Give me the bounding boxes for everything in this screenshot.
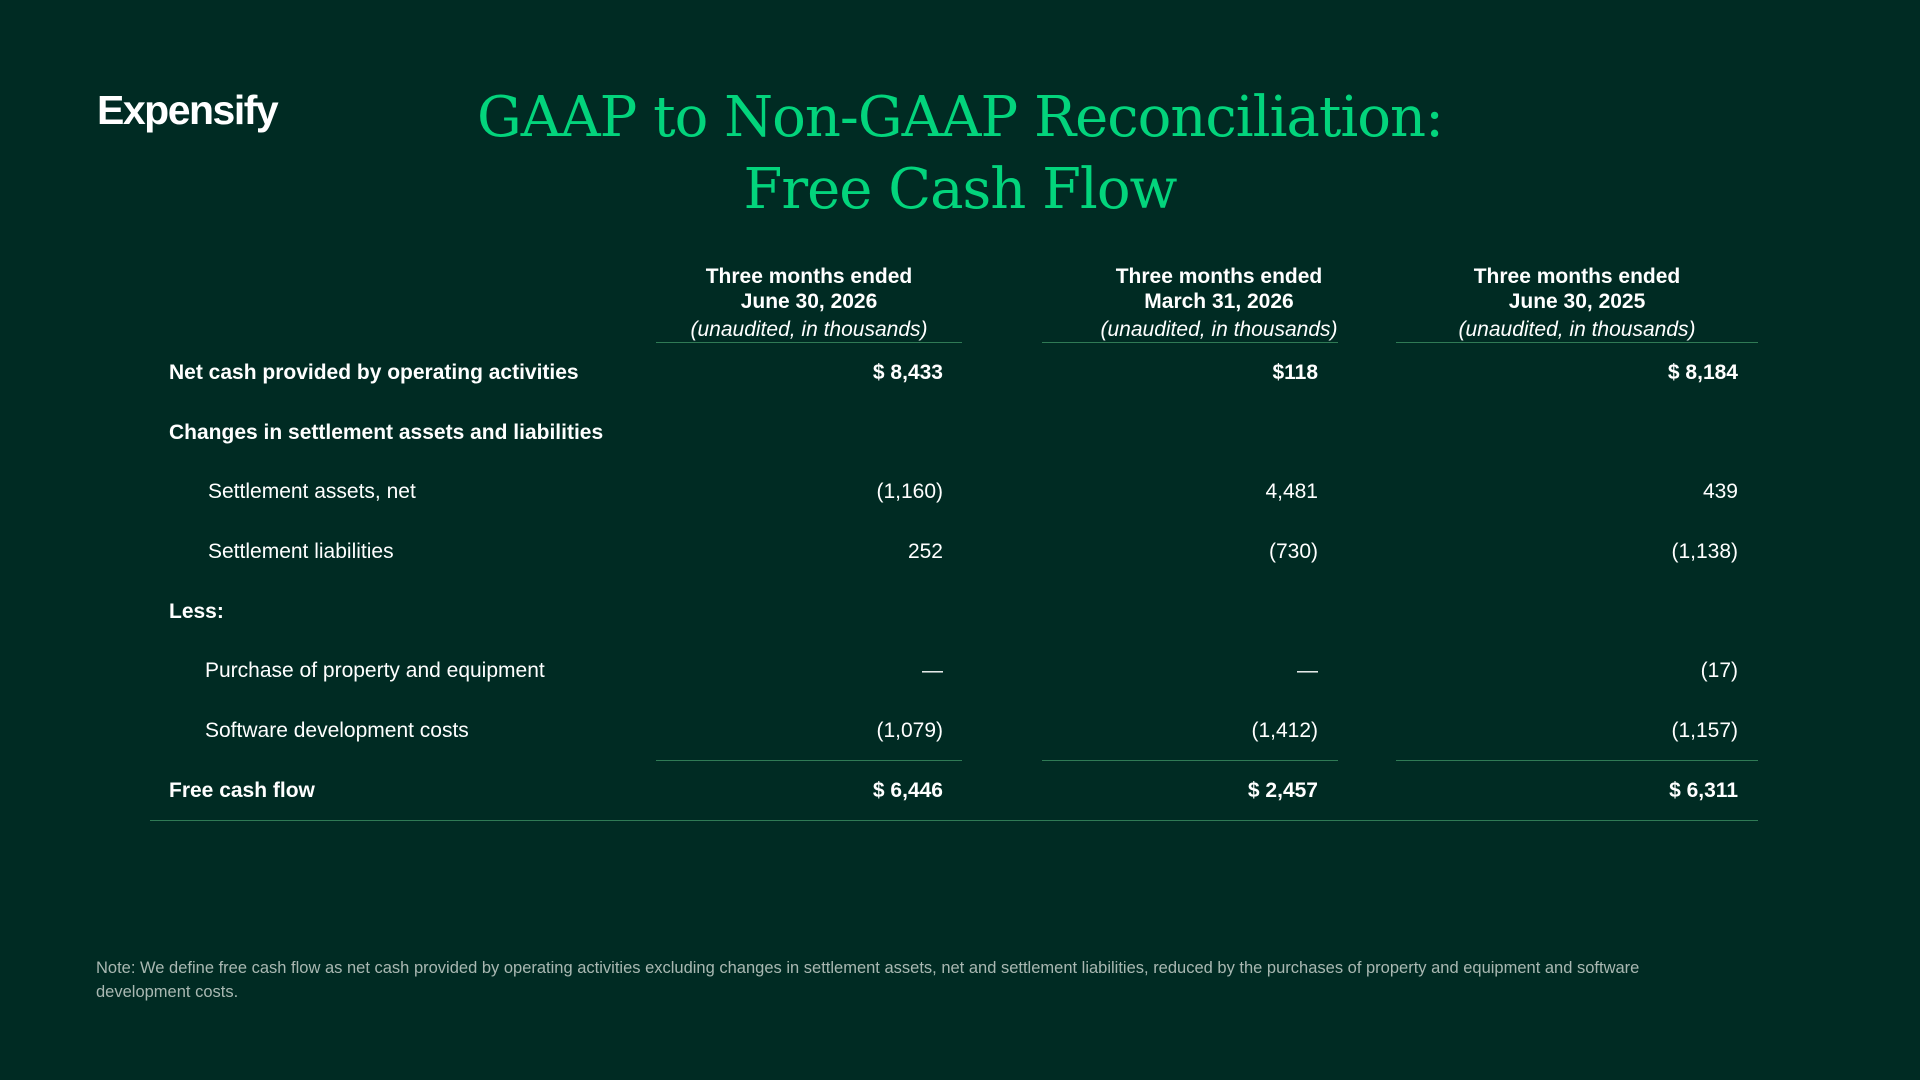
value-free-cash-flow-col-1: $ 6,446 <box>872 779 943 802</box>
header-rule-col-3 <box>1396 342 1758 343</box>
table-bottom-rule <box>150 820 1758 821</box>
column-heading-line-2: June 30, 2026 <box>740 290 878 313</box>
value-software-dev-col-2: (1,412) <box>1251 719 1318 742</box>
expensify-logo: Expensify <box>97 87 278 133</box>
title-line-1: GAAP to Non-GAAP Reconciliation: <box>477 85 1443 150</box>
value-free-cash-flow-col-2: $ 2,457 <box>1247 779 1318 802</box>
header-rule-col-1 <box>656 342 962 343</box>
header-rule-col-2 <box>1042 342 1338 343</box>
value-software-dev-col-3: (1,157) <box>1671 719 1738 742</box>
row-label-purchase-property: Purchase of property and equipment <box>205 659 545 682</box>
row-label-software-dev: Software development costs <box>205 719 469 742</box>
column-heading-line-1: Three months ended <box>705 265 913 288</box>
value-settlement-assets-col-2: 4,481 <box>1265 480 1318 503</box>
value-net-cash-col-3: $ 8,184 <box>1667 361 1738 384</box>
column-subheading: (unaudited, in thousands) <box>690 318 928 341</box>
subtotal-rule-col-3 <box>1396 760 1758 761</box>
row-label-free-cash-flow: Free cash flow <box>169 779 315 802</box>
row-label-settlement-assets: Settlement assets, net <box>208 480 416 503</box>
page-title <box>0 82 1920 226</box>
row-label-settlement-liabilities: Settlement liabilities <box>208 540 394 563</box>
column-heading-line-2: June 30, 2025 <box>1508 290 1646 313</box>
value-settlement-liabilities-col-1: 252 <box>907 540 943 563</box>
column-subheading: (unaudited, in thousands) <box>1458 318 1696 341</box>
row-label-net-cash-operating: Net cash provided by operating activities <box>169 361 579 384</box>
footnote: Note: We define free cash flow as net cash provided by operating activities excluding changes in settlement assets, net and settlement liabilities, reduced by the purchases of property and equipment and software development costs. <box>96 959 1640 1001</box>
column-heading-line-1: Three months ended <box>1473 265 1681 288</box>
column-subheading: (unaudited, in thousands) <box>1100 318 1338 341</box>
value-net-cash-col-1: $ 8,433 <box>872 361 943 384</box>
value-purchase-property-col-1: — <box>922 659 943 682</box>
value-settlement-liabilities-col-3: (1,138) <box>1671 540 1738 563</box>
value-purchase-property-col-2: — <box>1297 659 1318 682</box>
row-label-less: Less: <box>169 600 224 623</box>
column-heading-line-1: Three months ended <box>1115 265 1323 288</box>
subtotal-rule-col-1 <box>656 760 962 761</box>
subtotal-rule-col-2 <box>1042 760 1338 761</box>
column-header-q2-2026 <box>656 264 962 342</box>
value-free-cash-flow-col-3: $ 6,311 <box>1669 779 1738 802</box>
column-header-q2-2025 <box>1396 264 1758 342</box>
value-net-cash-col-2: $118 <box>1272 361 1318 384</box>
value-settlement-liabilities-col-2: (730) <box>1268 540 1318 563</box>
title-line-2: Free Cash Flow <box>743 157 1177 222</box>
value-settlement-assets-col-1: (1,160) <box>876 480 943 503</box>
value-settlement-assets-col-3: 439 <box>1702 480 1738 503</box>
value-software-dev-col-1: (1,079) <box>876 719 943 742</box>
column-heading-line-2: March 31, 2026 <box>1144 290 1294 313</box>
column-header-q1-2026 <box>1042 264 1396 342</box>
value-purchase-property-col-3: (17) <box>1700 659 1738 682</box>
row-label-changes-settlement: Changes in settlement assets and liabilities <box>169 421 604 444</box>
